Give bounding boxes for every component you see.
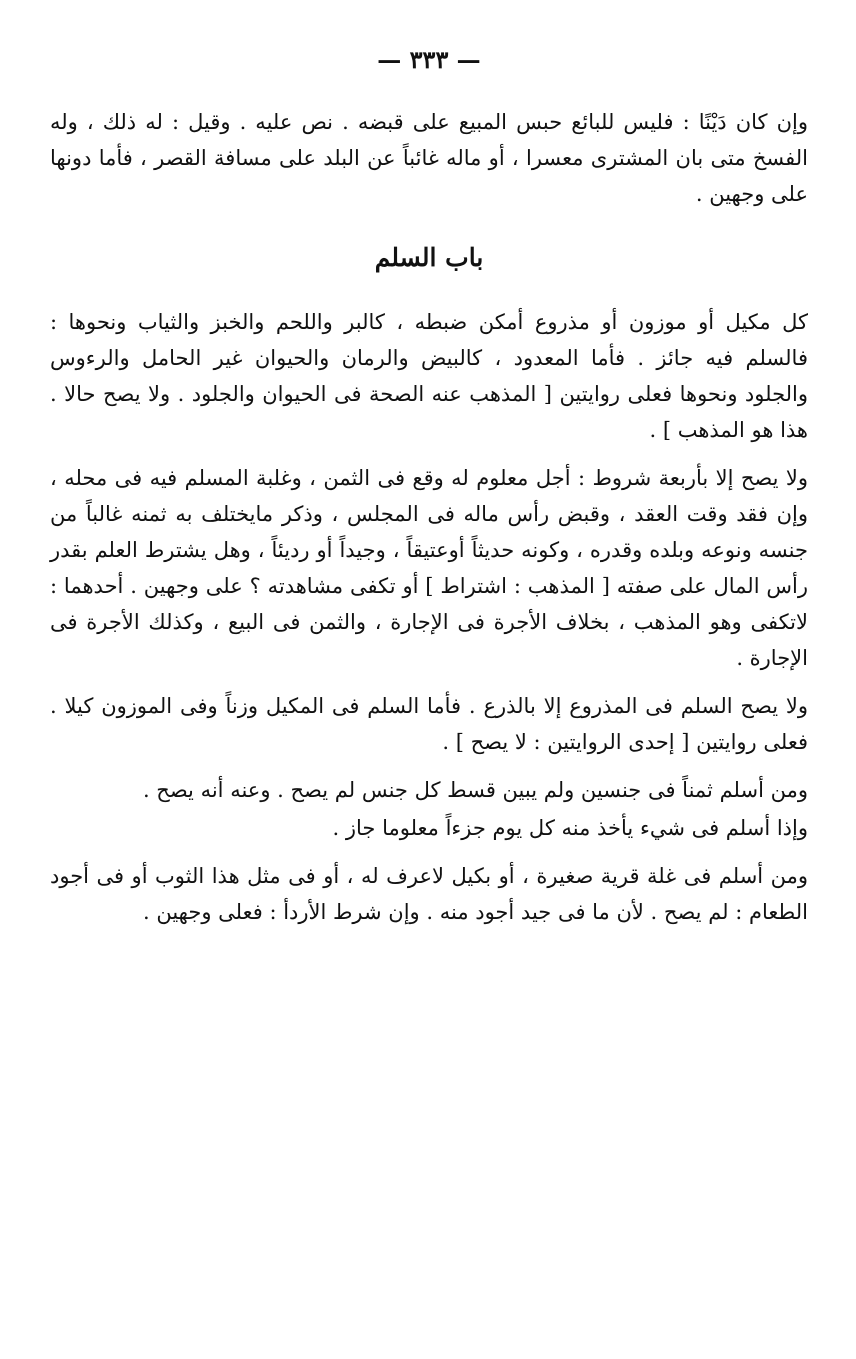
intro-paragraph: وإن كان دَيْنًا : فليس للبائع حبس المبيع على قبضه . نص عليه . وقيل : له ذلك ، وله الفسخ متى بان المشترى معسرا ، أو ماله غائباً عن البلد على مسافة القصر ، فأما دونها على وجهين . (50, 110, 808, 206)
page-number: — ٣٣٣ — (377, 45, 481, 74)
paragraph-4: ومن أسلم ثمناً فى جنسين ولم يبين قسط كل جنس لم يصح . وعنه أنه يصح . (142, 778, 808, 802)
paragraph-3: ولا يصح السلم فى المذروع إلا بالذرع . فأما السلم فى المكيل وزناً وفى الموزون كيلا . فعلى روايتين [ إحدى الروايتين : لا يصح ] . (50, 694, 808, 754)
paragraph-1: كل مكيل أو موزون أو مذروع أمكن ضبطه ، كالبر واللحم والخبز والثياب ونحوها : فالسلم فيه جائز . فأما المعدود ، كالبيض والرمان والحيوان غير الحامل والرءوس والجلود ونحوها فعلى روايتين [ المذهب عنه الصحة فى الحيوان والجلود . ولا يصح حالا . هذا هو المذهب ] . (50, 310, 808, 442)
paragraph-5: وإذا أسلم فى شيء يأخذ منه كل يوم جزءاً معلوما جاز . (332, 816, 808, 840)
paragraph-6: ومن أسلم فى غلة قرية صغيرة ، أو بكيل لاعرف له ، أو فى مثل هذا الثوب أو فى أجود الطعام : لم يصح . لأن ما فى جيد أجود منه . وإن شرط الأردأ : فعلى وجهين . (50, 864, 808, 924)
paragraph-2: ولا يصح إلا بأربعة شروط : أجل معلوم له وقع فى الثمن ، وغلبة المسلم فيه فى محله ، وإن فقد وقت العقد ، وقبض رأس ماله فى المجلس ، وذكر مايختلف به ثمنه غالباً من جنسه ونوعه وبلده وقدره ، وكونه حديثاً أوعتيقاً ، وجيداً أو رديئاً ، وهل يشترط العلم بقدر رأس المال على صفته [ المذهب : اشتراط ] أو تكفى مشاهدته ؟ على وجهين . أحدهما : لاتكفى وهو المذهب ، بخلاف الأجرة فى الإجارة ، والثمن فى البيع ، وكذلك الأجرة فى الإجارة . (50, 466, 808, 670)
section-title: باب السلم (374, 243, 484, 272)
